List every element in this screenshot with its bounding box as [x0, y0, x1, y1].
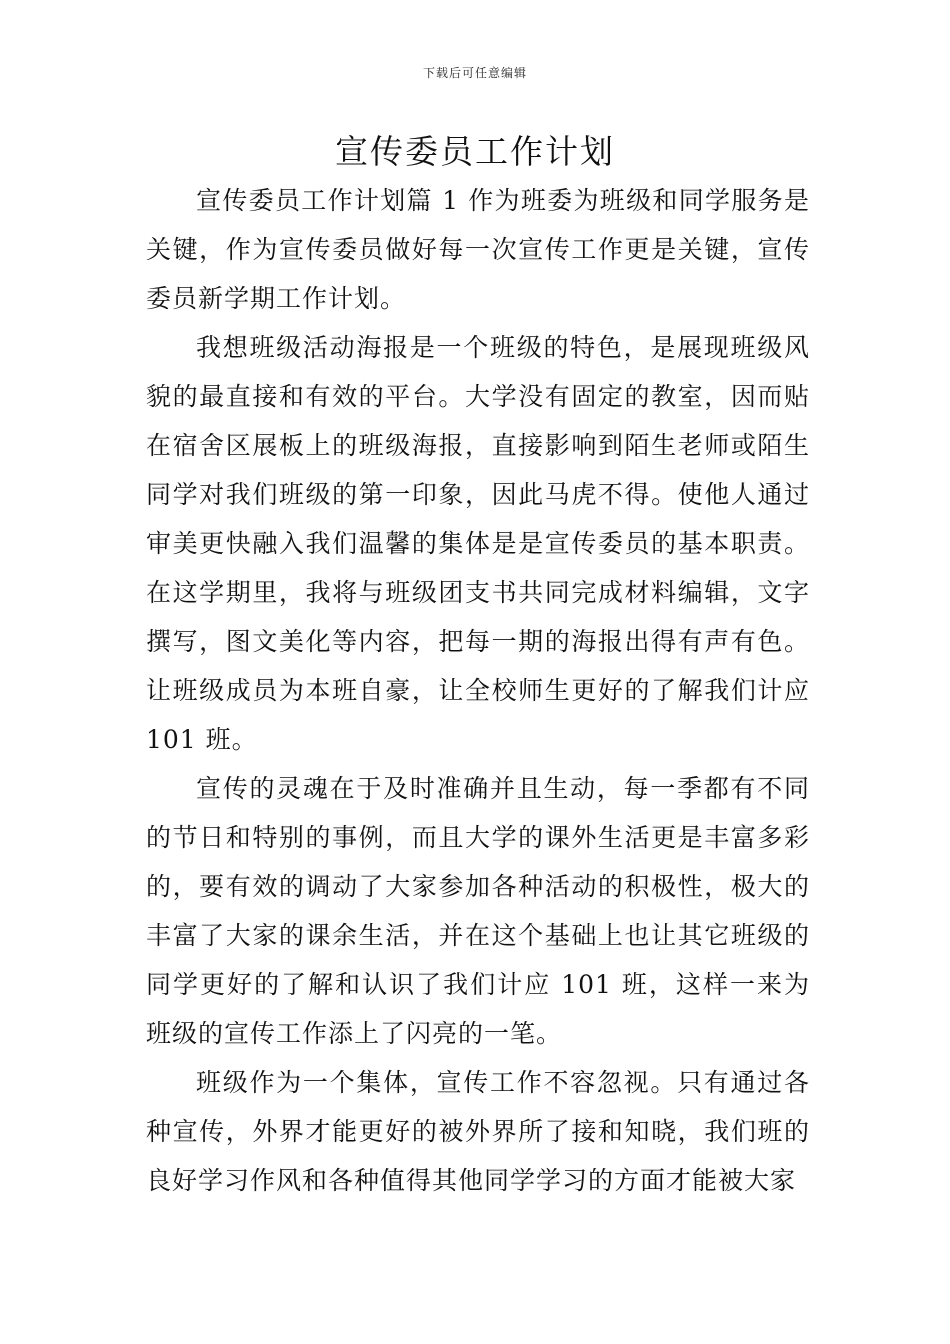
- document-title: 宣传委员工作计划: [335, 132, 615, 171]
- paragraph-4: 班级作为一个集体，宣传工作不容忽视。只有通过各种宣传，外界才能更好的被外界所了接和知晓，我们班的良好学习作风和各种值得其他同学学习的方面才能被大家: [146, 1068, 810, 1195]
- header-note: 下载后可任意编辑: [422, 66, 527, 80]
- paragraph-1: 宣传委员工作计划篇 1 作为班委为班级和同学服务是关键，作为宣传委员做好每一次宣传工作更是关键，宣传委员新学期工作计划。: [146, 186, 810, 313]
- paragraph-2: 我想班级活动海报是一个班级的特色，是展现班级风貌的最直接和有效的平台。大学没有固定的教室，因而贴在宿舍区展板上的班级海报，直接影响到陌生老师或陌生同学对我们班级的第一印象，因此马虎不得。使他人通过审美更快融入我们温馨的集体是是宣传委员的基本职责。在这学期里，我将与班级团支书共同完成材料编辑，文字撰写，图文美化等内容，把每一期的海报出得有声有色。让班级成员为本班自豪，让全校师生更好的了解我们计应 101 班。: [146, 333, 810, 754]
- paragraph-3: 宣传的灵魂在于及时准确并且生动，每一季都有不同的节日和特别的事例，而且大学的课外生活更是丰富多彩的，要有效的调动了大家参加各种活动的积极性，极大的丰富了大家的课余生活，并在这个基础上也让其它班级的同学更好的了解和认识了我们计应 101 班，这样一来为班级的宣传工作添上了闪亮的一笔。: [146, 774, 810, 1048]
- document-body: [146, 176, 810, 1205]
